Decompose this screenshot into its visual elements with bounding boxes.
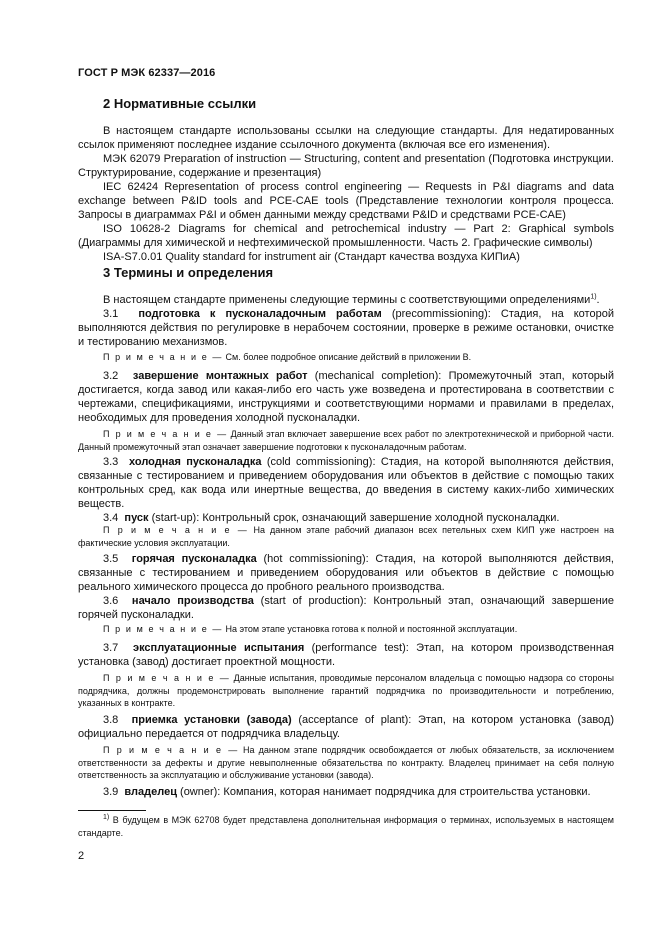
term-name: пуск xyxy=(124,512,149,524)
terms-3-5-3-6-block xyxy=(78,552,614,622)
footnote-marker: 1) xyxy=(103,814,110,821)
note-3-1: П р и м е ч а н и е — См. более подробное описание действий в приложении В. xyxy=(103,352,472,362)
note-3-6: П р и м е ч а н и е — На этом этапе установка готова к полной и постоянной эксплуатации. xyxy=(103,624,518,634)
term-3-9-block xyxy=(78,785,614,799)
term-3-1: 3.1 подготовка к пусконаладочным работам (precommissioning): Стадия, на которой выполняются действия по регулировке в нерабочем состоянии, проверке в режиме остановки, очистке и тестированию механизмов. xyxy=(78,308,614,348)
normative-ref: ISO 10628-2 Diagrams for chemical and petrochemical industry — Part 2: Graphical symbols (Диаграммы для химической и нефтехимической промышленности. Часть 2. Графические символы) xyxy=(78,223,614,249)
note-3-2: П р и м е ч а н и е — Данный этап включает завершение всех работ по электротехнической и приборной части. Данный промежуточный этап означает завершение подготовки к пусконаладочным работам. xyxy=(78,429,614,452)
term-name: приемка установки (завода) xyxy=(131,714,292,726)
term-3-6: 3.6 начало производства (start of production): Контрольный этап, означающий завершение горячей пусконаладки. xyxy=(78,595,614,621)
section-2-body xyxy=(78,124,614,264)
term-3-7: 3.7 эксплуатационные испытания (performance test): Этап, на котором производственная установка (завод) достигает проектной мощности. xyxy=(78,642,615,668)
normative-ref: МЭК 62079 Preparation of instruction — Structuring, content and presentation (Подготовка инструкции. Структурирование, содержание и презентация) xyxy=(78,153,614,179)
page-number: 2 xyxy=(78,850,85,862)
section-3-intro: В настоящем стандарте применены следующие термины с соответствующими определениями$^{1)}$. xyxy=(103,293,600,306)
section-2-intro: В настоящем стандарте использованы ссылки на следующие стандарты. Для недатированных ссылок применяют последнее издание ссылочного документа (включая все его изменения). xyxy=(78,125,614,151)
term-3-3: 3.3 холодная пусконаладка (cold commissioning): Стадия, на которой выполняются действия, связанные с тестированием и приведением оборудования или объектов в действие с помощью таких контрольных сред, как вода или инертные вещества, до введения в систему каких-либо химических веществ. xyxy=(78,456,614,510)
footnote-ref: 1) xyxy=(590,293,597,301)
normative-ref: ISA-S7.0.01 Quality standard for instrument air (Стандарт качества воздуха КИПиА) xyxy=(103,251,520,263)
section-2-title: 2 Нормативные ссылки xyxy=(103,96,257,111)
term-3-9: 3.9 владелец (owner): Компания, которая нанимает подрядчика для строительства установки. xyxy=(103,786,591,798)
running-header: ГОСТ Р МЭК 62337—2016 xyxy=(78,67,216,79)
term-name: начало производства xyxy=(131,595,254,607)
note-3-7: П р и м е ч а н и е — Данные испытания, проводимые персоналом владельца с помощью надзора со стороны подрядчика, должны продемонстрировать выполнение гарантий подрядчика по производительности и потреблению, указанных в контракте. xyxy=(78,673,614,708)
term-3-8-block xyxy=(78,713,614,741)
term-name: холодная пусконаладка xyxy=(129,456,262,468)
section-3-intro-block xyxy=(78,293,614,349)
normative-ref: IEC 62424 Representation of process control engineering — Requests in P&I diagrams and data exchange between P&ID tools and PCE-CAE tools (Представление технологии контроля процесса. Запросы в диаграммах P&I и обмен данными между средствами P&ID и средствами PCE-CAE) xyxy=(78,181,614,221)
term-name: горячая пусконаладка xyxy=(131,553,257,565)
term-3-2-block xyxy=(78,369,614,425)
term-name: завершение монтажных работ xyxy=(132,370,308,382)
terms-3-3-3-4-block xyxy=(78,455,614,525)
term-3-2: 3.2 завершение монтажных работ (mechanical completion): Промежуточный этап, который достигается, когда завод или какая-либо его часть уже возведена и протестирована в соответствии с чертежами, спецификациями, инструкциями и соответствующими нормами и правилами в пределах, необходимых для проведения холодной пусконаладки. xyxy=(78,370,614,424)
term-3-8: 3.8 приемка установки (завода) (acceptance of plant): Этап, на котором установка (завод) официально передается от подрядчика владельцу. xyxy=(78,714,614,740)
term-name: владелец xyxy=(124,786,177,798)
footnote: $^{1)}$ В будущем в МЭК 62708 будет представлена дополнительная информация о терминах, используемых в настоящем стандарте. xyxy=(78,814,614,838)
term-name: подготовка к пусконаладочным работам xyxy=(138,308,382,320)
term-name: эксплуатационные испытания xyxy=(133,642,305,654)
note-3-4: П р и м е ч а н и е — На данном этапе рабочий диапазон всех петельных схем КИП уже настроен на фактические условия эксплуатации. xyxy=(78,525,614,548)
section-3-title: 3 Термины и определения xyxy=(103,265,274,280)
note-3-8: П р и м е ч а н и е — На данном этапе подрядчик освобождается от любых обязательств, за исключением ответственности за дефекты и другие невыполненные обязательства по контракту. Владелец принимает на себя полную ответственность за эксплуатацию и обслуживание установки (завода). xyxy=(78,745,615,780)
term-3-7-block xyxy=(78,641,614,669)
term-3-5: 3.5 горячая пусконаладка (hot commissioning): Стадия, на которой выполняются действия, связанные с тестированием и приведением оборудования или объектов в действие с помощью реального химического процесса до пробного реального производства. xyxy=(78,553,614,593)
footnote-divider xyxy=(78,810,146,811)
term-3-4: 3.4 пуск (start-up): Контрольный срок, означающий завершение холодной пусконаладки. xyxy=(103,512,560,524)
